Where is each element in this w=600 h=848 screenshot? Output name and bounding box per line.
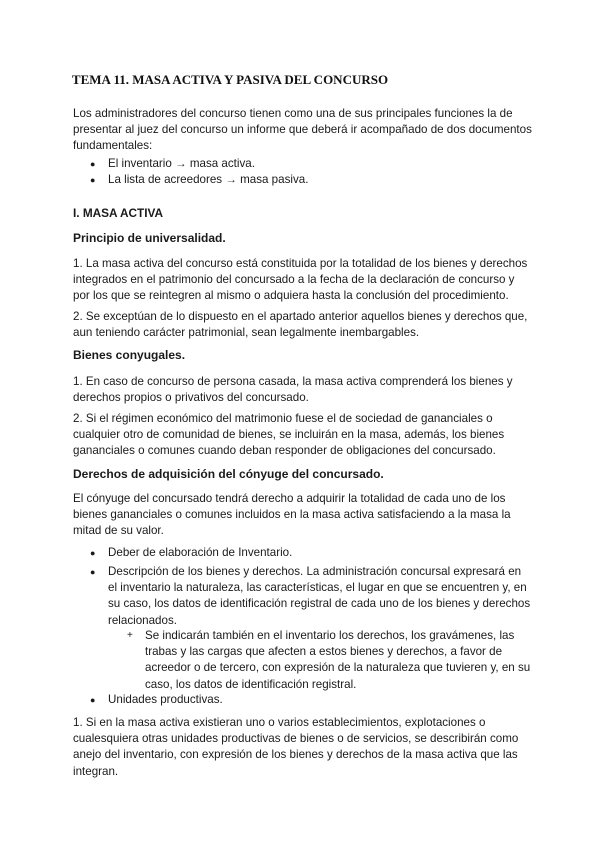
paragraph-universalidad-2: 2. Se exceptúan de lo dispuesto en el apartado anterior aquellos bienes y derechos que, aun teniendo carácter patrimonial, sean legalmente inembargables. <box>73 310 528 340</box>
bullet-icon: ● <box>90 159 96 169</box>
list-item-text: La lista de acreedores → masa pasiva. <box>108 173 309 187</box>
list-item <box>73 628 533 693</box>
bullet-icon: ● <box>90 695 96 705</box>
bullet-icon: ● <box>90 548 96 558</box>
section-heading-masa-activa: I. MASA ACTIVA <box>73 206 164 220</box>
list-item-text: El inventario → masa activa. <box>108 157 255 170</box>
plus-bullet-icon: + <box>127 630 133 641</box>
intro-bullet-list <box>73 156 533 188</box>
list-item <box>73 692 533 708</box>
subheading-universalidad: Principio de universalidad. <box>73 231 226 245</box>
list-item <box>73 172 533 188</box>
bullet-icon: ● <box>90 175 96 186</box>
list-item <box>73 156 533 172</box>
subheading-bienes-conyugales: Bienes conyugales. <box>73 348 186 362</box>
descripcion-bullet-list <box>73 564 533 629</box>
list-item-text: Deber de elaboración de Inventario. <box>108 546 293 559</box>
subheading-derechos-adquisicion: Derechos de adquisición del cónyuge del concursado. <box>73 467 384 481</box>
list-item-text: Se indicarán también en el inventario los derechos, los gravámenes, las trabas y las cargas que afecten a estos bienes y derechos, a favor de acreedor o de tercero, con expresión de la naturaleza que tuvieren y, en su caso, los datos de identificación registral. <box>145 629 531 691</box>
list-item-text: Unidades productivas. <box>108 693 223 706</box>
paragraph-universalidad-1: 1. La masa activa del concurso está constituida por la totalidad de los bienes y derechos integrados en el patrimonio del concursado a la fecha de la declaración de concurso y por los que se reintegren al mismo o adquiera hasta la conclusión del procedimiento. <box>73 257 528 303</box>
paragraph-derechos-adquisicion: El cónyuge del concursado tendrá derecho a adquirir la totalidad de cada uno de los bienes gananciales o comunes incluidos en la masa activa satisfaciendo a la masa la mitad de su valor. <box>73 492 511 538</box>
list-item-text: Descripción de los bienes y derechos. La administración concursal expresará en el inventario la naturaleza, las características, el lugar en que se encuentren y, en su caso, los datos de identificación registral de cada uno de los bienes y derechos relacionados. <box>108 565 531 627</box>
bullet-icon: ● <box>90 567 96 577</box>
list-item <box>73 564 533 629</box>
list-item <box>73 545 533 561</box>
intro-paragraph: Los administradores del concurso tienen como una de sus principales funciones la de presentar al juez del concurso un informe que deberá ir acompañado de dos documentos fundamentales: <box>73 107 532 153</box>
inventario-bullet-list <box>73 545 533 561</box>
paragraph-conyugales-2: 2. Si el régimen económico del matrimonio fuese el de sociedad de gananciales o cualquier otro de comunidad de bienes, se incluirán en la masa, además, los bienes gananciales o comunes cuando deban responder de obligaciones del concursado. <box>73 412 505 458</box>
paragraph-unidades-productivas: 1. Si en la masa activa existieran uno o varios establecimientos, explotaciones o cualesquiera otras unidades productivas de bienes o de servicios, se describirán como anejo del inventario, con expresión de los bienes y derechos de la masa activa que las integran. <box>73 716 519 778</box>
sub-bullet-list <box>73 628 533 693</box>
unidades-bullet-list <box>73 692 533 708</box>
document-title: TEMA 11. MASA ACTIVA Y PASIVA DEL CONCURSO <box>71 72 389 87</box>
paragraph-conyugales-1: 1. En caso de concurso de persona casada, la masa activa comprenderá los bienes y derechos propios o privativos del concursado. <box>73 375 513 405</box>
